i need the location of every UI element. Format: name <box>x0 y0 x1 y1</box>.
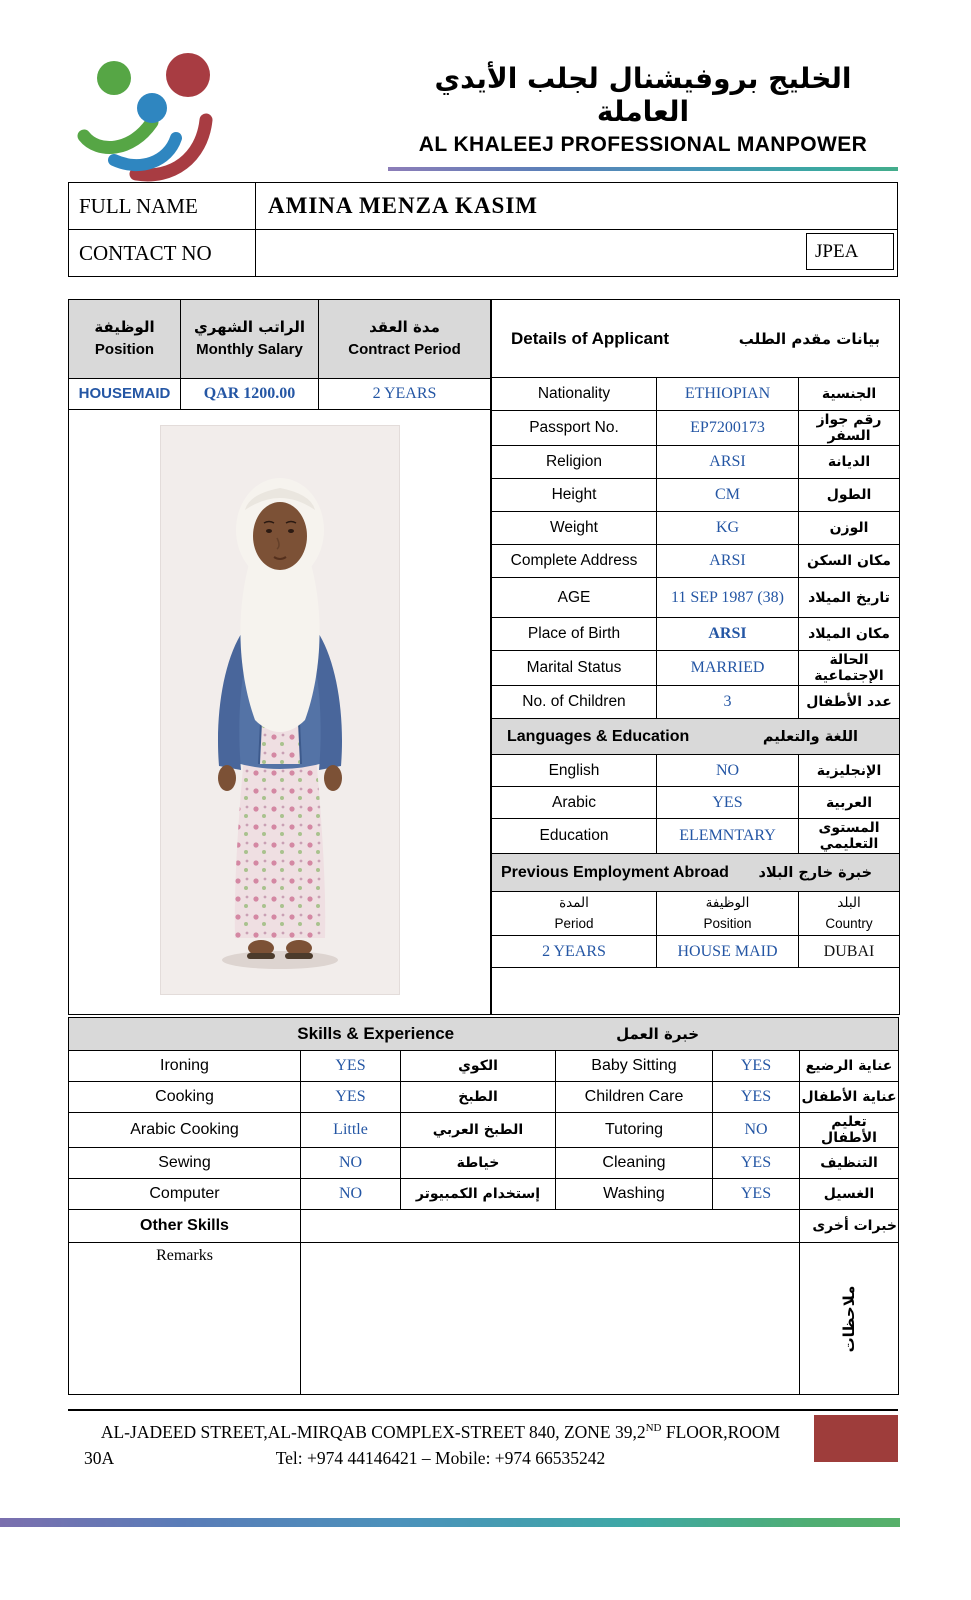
footer-address-part2: FLOOR,ROOM <box>661 1421 781 1442</box>
detail-row-marital <box>492 651 900 686</box>
detail-label-ar: تاريخ الميلاد <box>799 578 900 618</box>
detail-row-age <box>492 578 900 618</box>
skill-value: YES <box>713 1179 800 1210</box>
skill-label-ar: الطبخ <box>401 1082 556 1113</box>
skill-value: Little <box>301 1113 401 1148</box>
detail-value: ARSI <box>657 618 799 651</box>
position-label-ar: الوظيفة <box>94 318 155 337</box>
title-underline-rule <box>388 167 898 171</box>
detail-row-birthplace <box>492 618 900 651</box>
company-logo-graphic <box>70 50 230 182</box>
footer-address-ordinal: ND <box>645 1422 662 1434</box>
skill-label: Baby Sitting <box>556 1051 713 1082</box>
language-label: English <box>492 755 657 787</box>
remarks-label: Remarks <box>69 1243 301 1395</box>
detail-row-address <box>492 545 900 578</box>
applicant-photo-graphic <box>161 426 399 994</box>
applicant-main-table <box>68 299 898 1015</box>
employment-col-country-en: Country <box>825 915 873 931</box>
full-name-value: AMINA MENZA KASIM <box>256 183 898 230</box>
skill-label: Cooking <box>69 1082 301 1113</box>
employment-columns-row <box>492 892 900 936</box>
skill-label: Arabic Cooking <box>69 1113 301 1148</box>
other-skills-row <box>69 1210 899 1243</box>
education-value: ELEMNTARY <box>657 819 799 854</box>
language-value: NO <box>657 755 799 787</box>
skill-row-arabiccooking-tutoring <box>69 1113 899 1148</box>
employment-empty-row <box>492 968 900 1015</box>
footer-address-room: 30A <box>84 1447 115 1468</box>
employment-col-period-en: Period <box>554 915 594 931</box>
language-label-ar: الإنجليزية <box>799 755 900 787</box>
employment-col-position-ar: الوظيفة <box>705 895 750 912</box>
skill-value: YES <box>301 1051 401 1082</box>
full-name-row <box>69 183 898 230</box>
skills-header-cell <box>69 1018 899 1051</box>
contact-no-label: CONTACT NO <box>69 230 256 277</box>
employment-header-row <box>492 854 900 892</box>
position-header-cell <box>69 300 181 379</box>
language-label: Arabic <box>492 787 657 819</box>
language-row-arabic <box>492 787 900 819</box>
languages-header-ar: اللغة والتعليم <box>762 728 859 745</box>
footer-address-line1 <box>68 1416 813 1445</box>
languages-header-cell <box>492 719 900 755</box>
other-skills-label-ar: خبرات أخرى <box>800 1210 899 1243</box>
detail-label-ar: مكان السكن <box>799 545 900 578</box>
skill-label-ar: إستخدام الكمبيوتر <box>401 1179 556 1210</box>
salary-value: QAR 1200.00 <box>181 379 319 409</box>
skill-label-ar: عناية الرضيع <box>800 1051 899 1082</box>
languages-header-row <box>492 719 900 755</box>
language-row-english <box>492 755 900 787</box>
photo-row <box>69 409 491 1014</box>
other-skills-value-cell <box>301 1210 800 1243</box>
skill-label-ar: خياطة <box>401 1148 556 1179</box>
skill-value: YES <box>713 1082 800 1113</box>
contract-label-ar: مدة العقد <box>369 318 440 337</box>
other-skills-label: Other Skills <box>69 1210 301 1243</box>
detail-row-passport <box>492 411 900 446</box>
detail-value: KG <box>657 512 799 545</box>
employment-values-row <box>492 936 900 968</box>
detail-label-ar: الديانة <box>799 446 900 479</box>
applicant-photo-cell <box>69 409 491 1014</box>
footer-accent-block <box>814 1415 898 1462</box>
skill-label-ar: الطبخ العربي <box>401 1113 556 1148</box>
document-footer <box>68 1409 898 1471</box>
employment-col-position-en: Position <box>703 915 752 931</box>
employment-country-value: DUBAI <box>799 936 900 968</box>
company-logo <box>70 50 230 187</box>
detail-label: No. of Children <box>492 686 657 719</box>
details-header-cell <box>492 300 900 378</box>
detail-label: Religion <box>492 446 657 479</box>
skill-label-ar: التنظيف <box>800 1148 899 1179</box>
name-table <box>68 182 898 277</box>
skill-label: Washing <box>556 1179 713 1210</box>
detail-label-ar: عدد الأطفال <box>799 686 900 719</box>
detail-label: Passport No. <box>492 411 657 446</box>
education-label-ar: المستوى التعليمي <box>799 819 900 854</box>
skill-row-ironing-babysitting <box>69 1051 899 1082</box>
company-title-arabic: الخليج بروفيشنال لجلب الأيدي العاملة <box>434 62 852 128</box>
detail-value: ETHIOPIAN <box>657 378 799 411</box>
language-value: YES <box>657 787 799 819</box>
salary-label-ar: الراتب الشهري <box>194 318 305 337</box>
detail-value: EP7200173 <box>657 411 799 446</box>
skill-value: YES <box>301 1082 401 1113</box>
employment-header-ar: خبرة خارج البلاد <box>758 864 873 881</box>
detail-label: AGE <box>492 578 657 618</box>
detail-value: ARSI <box>657 545 799 578</box>
employment-col-position <box>657 892 799 936</box>
contract-label-en: Contract Period <box>348 341 461 359</box>
skill-label: Sewing <box>69 1148 301 1179</box>
detail-value: ARSI <box>657 446 799 479</box>
detail-label: Weight <box>492 512 657 545</box>
detail-label-ar: الطول <box>799 479 900 512</box>
employment-period-value: 2 YEARS <box>492 936 657 968</box>
detail-row-height <box>492 479 900 512</box>
skill-label-ar: الغسيل <box>800 1179 899 1210</box>
salary-label-en: Monthly Salary <box>196 341 303 359</box>
detail-value: 3 <box>657 686 799 719</box>
footer-phone: Tel: +974 44146421 – Mobile: +974 66535242 <box>275 1447 606 1468</box>
employment-col-country-ar: البلد <box>837 895 861 912</box>
skills-header-ar: خبرة العمل <box>616 1025 700 1043</box>
footer-address-part1: AL-JADEED STREET,AL-MIRQAB COMPLEX-STREET 840, ZONE 39,2 <box>100 1421 646 1442</box>
detail-label-ar: مكان الميلاد <box>799 618 900 651</box>
position-table <box>68 299 491 1015</box>
details-header-ar: بيانات مقدم الطلب <box>738 329 881 348</box>
employment-col-country <box>799 892 900 936</box>
employment-position-value: HOUSE MAID <box>657 936 799 968</box>
skills-header-row <box>69 1018 899 1051</box>
detail-row-nationality <box>492 378 900 411</box>
language-label-ar: العربية <box>799 787 900 819</box>
contact-row <box>69 230 898 277</box>
employment-col-period-ar: المدة <box>559 895 589 912</box>
detail-row-weight <box>492 512 900 545</box>
skill-label-ar: عناية الأطفال <box>800 1082 899 1113</box>
remarks-value-cell <box>301 1243 800 1395</box>
skill-label: Computer <box>69 1179 301 1210</box>
bottom-gradient-bar <box>0 1518 900 1527</box>
detail-value: 11 SEP 1987 (38) <box>657 578 799 618</box>
details-header-row <box>492 300 900 378</box>
skill-label: Ironing <box>69 1051 301 1082</box>
detail-label-ar: الجنسية <box>799 378 900 411</box>
detail-label: Place of Birth <box>492 618 657 651</box>
skill-value: YES <box>713 1148 800 1179</box>
details-table <box>491 299 900 1015</box>
skill-value: NO <box>301 1148 401 1179</box>
full-name-label: FULL NAME <box>69 183 256 230</box>
document-header <box>68 0 898 156</box>
education-label: Education <box>492 819 657 854</box>
detail-label-ar: الحالة الإجتماعية <box>799 651 900 686</box>
employment-header-en: Previous Employment Abroad <box>501 863 729 881</box>
employment-col-period <box>492 892 657 936</box>
skill-label: Tutoring <box>556 1113 713 1148</box>
education-row <box>492 819 900 854</box>
detail-label: Marital Status <box>492 651 657 686</box>
skill-value: NO <box>713 1113 800 1148</box>
skill-row-computer-washing <box>69 1179 899 1210</box>
employment-header-cell <box>492 854 900 892</box>
skill-label-ar: تعليم الأطفال <box>800 1113 899 1148</box>
remarks-label-ar-cell <box>800 1243 899 1395</box>
position-label-en: Position <box>94 341 155 359</box>
skills-header-en: Skills & Experience <box>297 1024 455 1043</box>
employment-empty-cell <box>492 968 900 1015</box>
skill-label: Children Care <box>556 1082 713 1113</box>
contact-no-value-cell <box>256 230 898 277</box>
contract-header-cell <box>319 300 491 379</box>
salary-header-cell <box>181 300 319 379</box>
detail-label-ar: رقم جواز السفر <box>799 411 900 446</box>
skills-table <box>68 1017 899 1395</box>
position-header-row <box>69 300 491 379</box>
position-values-row <box>69 379 491 409</box>
languages-header-en: Languages & Education <box>507 727 690 745</box>
detail-value: MARRIED <box>657 651 799 686</box>
position-value: HOUSEMAID <box>69 379 181 409</box>
skill-row-sewing-cleaning <box>69 1148 899 1179</box>
skill-label: Cleaning <box>556 1148 713 1179</box>
contract-value: 2 YEARS <box>319 379 491 409</box>
details-header-en: Details of Applicant <box>511 328 670 348</box>
detail-value: CM <box>657 479 799 512</box>
skill-value: NO <box>301 1179 401 1210</box>
applicant-photo <box>160 425 400 995</box>
detail-label: Nationality <box>492 378 657 411</box>
skill-label-ar: الكوي <box>401 1051 556 1082</box>
detail-label-ar: الوزن <box>799 512 900 545</box>
detail-row-religion <box>492 446 900 479</box>
remarks-row <box>69 1243 899 1395</box>
skill-value: YES <box>713 1051 800 1082</box>
skill-row-cooking-childrencare <box>69 1082 899 1113</box>
jpea-badge: JPEA <box>806 233 894 270</box>
remarks-label-ar: ملاحظات <box>840 1285 858 1352</box>
detail-row-children <box>492 686 900 719</box>
company-title-english: AL KHALEEJ PROFESSIONAL MANPOWER <box>418 133 868 156</box>
detail-label: Complete Address <box>492 545 657 578</box>
footer-address-line2 <box>68 1445 813 1471</box>
detail-label: Height <box>492 479 657 512</box>
company-titles <box>388 62 898 171</box>
